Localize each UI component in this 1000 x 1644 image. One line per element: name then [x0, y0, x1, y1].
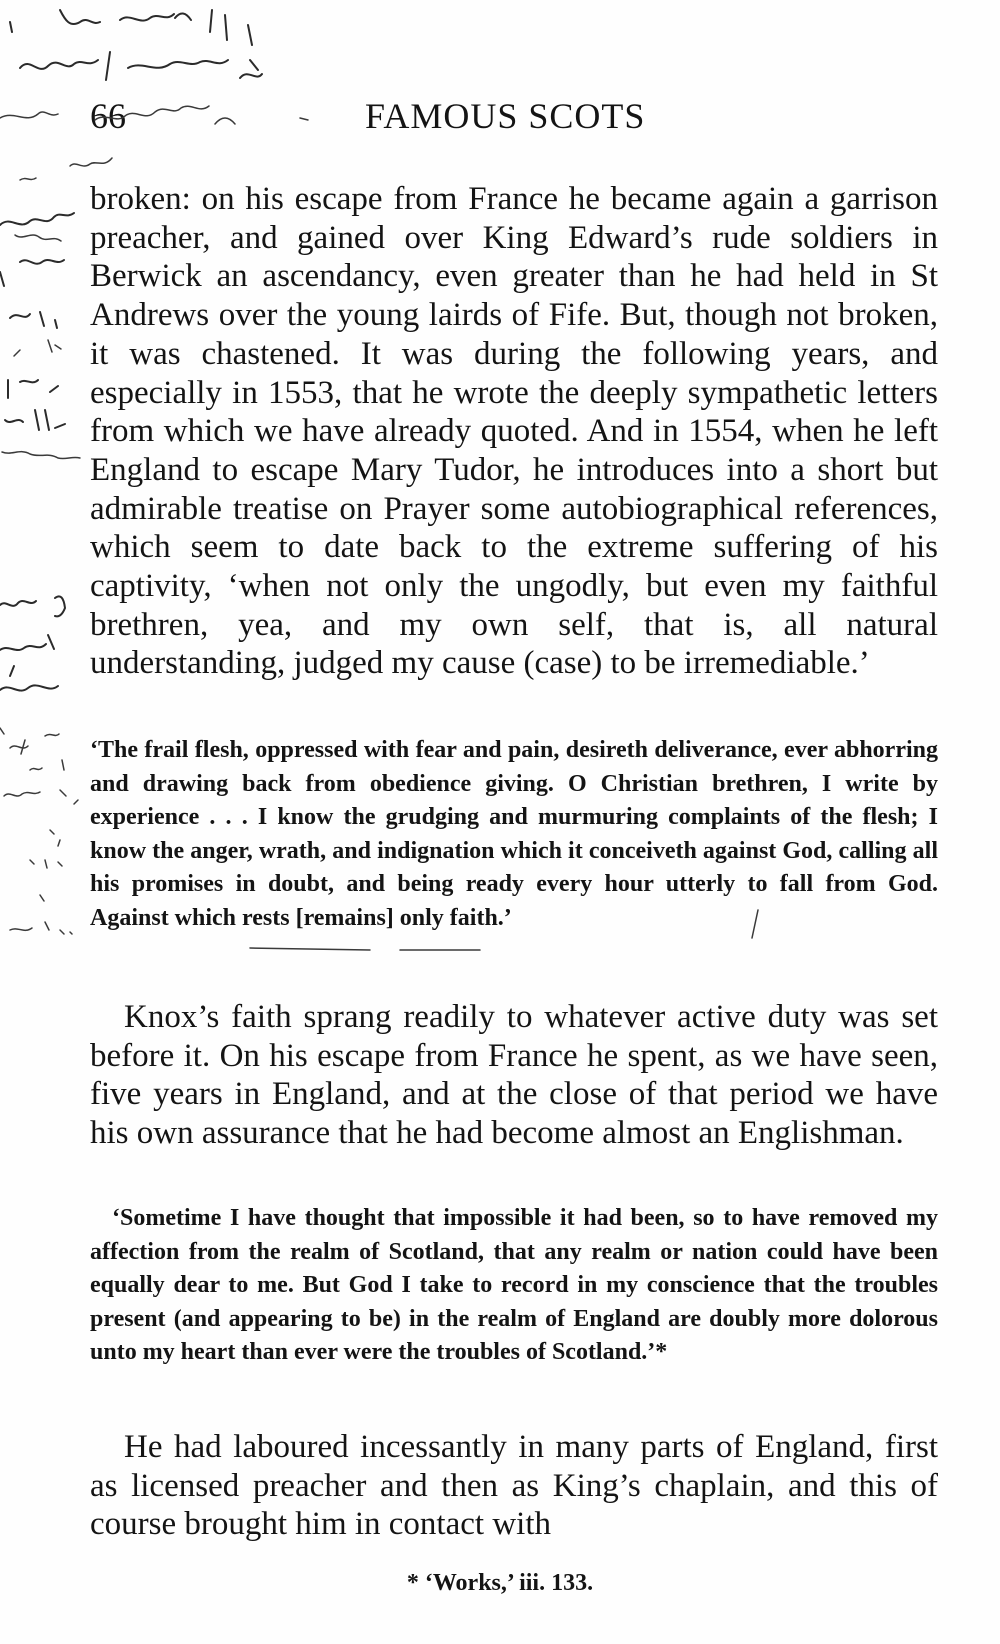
page-number: 66: [90, 96, 126, 136]
footnote: * ‘Works,’ iii. 133.: [406, 1570, 594, 1596]
left-margin-scribbles: [0, 213, 80, 934]
running-title: FAMOUS SCOTS: [365, 96, 646, 136]
body-paragraph-1: broken: on his escape from France he became again a garrison preacher, and gained over King Edward’s rude soldiers in Berwick an ascendancy, even greater than he had held in St Andrews over the young lairds of Fife. But, though not broken, it was chastened. It was during the following years, and especially in 1553, that he wrote the deeply sympathetic letters from which we have already quoted. And in 1554, when he left England to escape Mary Tudor, he introduces into a short but admirable treatise on Prayer some autobiographical references, which seem to date back to the extreme suffering of his captivity, ‘when not only the ungodly, but even my faithful brethren, yea, and my own self, that is, all natural understanding, judged my cause (case) to be irremediable.’: [90, 181, 938, 682]
body-paragraph-3: He had laboured incessantly in many parts of England, first as licensed preacher and then as King’s chaplain, and this of course brought him in contact with: [90, 1429, 938, 1543]
block-quote-2: ‘Sometime I have thought that impossible it had been, so to have removed my affection from the realm of Scotland, that any realm or nation could have been equally dear to me. But God I take to record in my conscience that the troubles present (and appearing to be) in the realm of England are doubly more dolorous unto my heart than ever were the troubles of Scotland.’*: [90, 1205, 938, 1366]
page-header: [0, 95, 1000, 145]
block-quote-1: ‘The frail flesh, oppressed with fear and pain, desireth deliverance, ever abhorring and drawing back from obedience giving. O Christian brethren, I write by experience . . . I know the grudging and murmuring complaints of the flesh; I know the anger, wrath, and indignation which it conceiveth against God, calling all his promises in doubt, and being ready every hour utterly to fall from God. Against which rests [remains] only faith.’: [90, 737, 938, 931]
body-paragraph-2: Knox’s faith sprang readily to whatever active duty was set before it. On his escape from France he spent, as we have seen, five years in England, and at the close of that period we have his own assurance that he had become almost an Englishman.: [90, 999, 938, 1152]
